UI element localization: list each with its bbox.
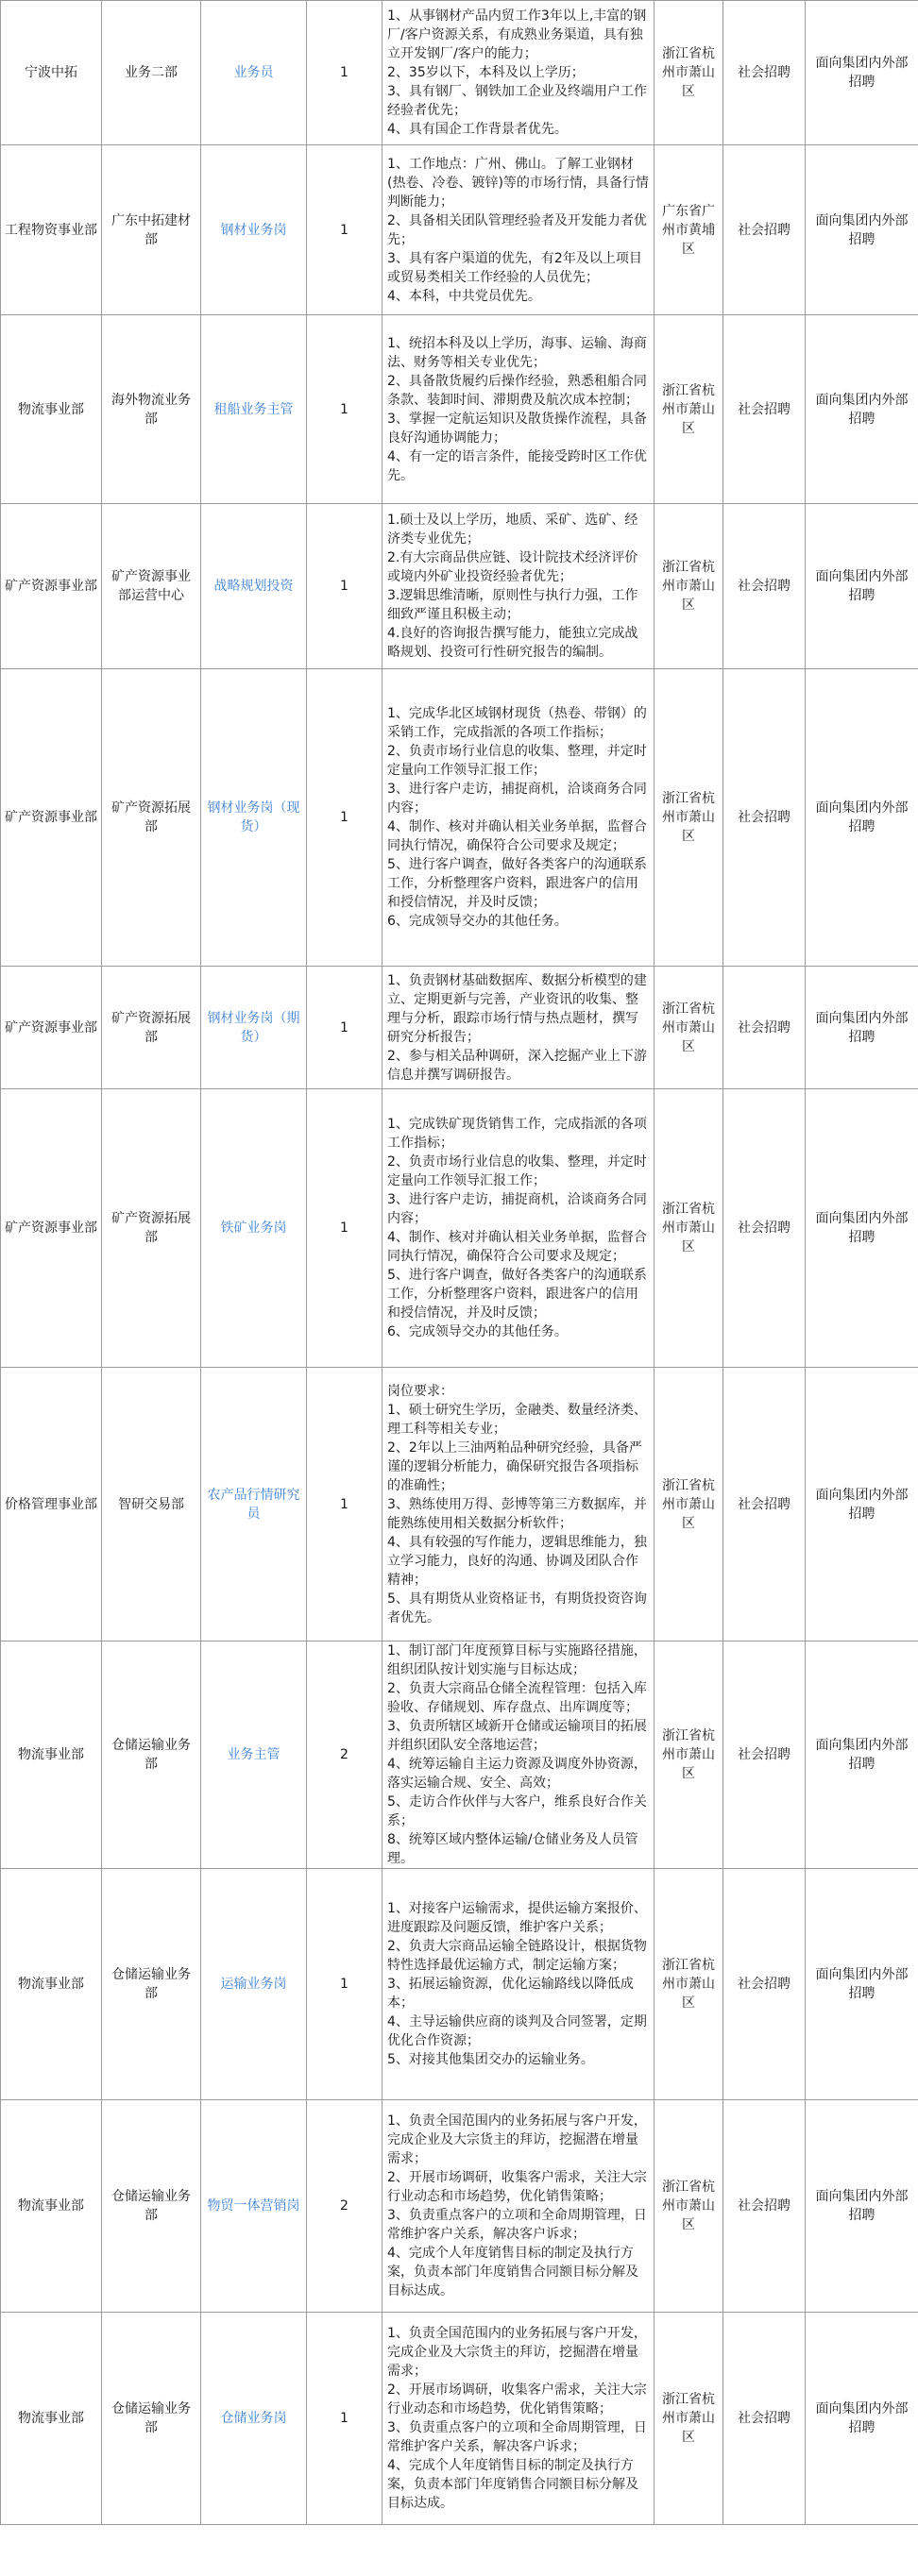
position-link[interactable] [201,145,307,315]
position-link[interactable] [201,2100,307,2313]
department-cell: 矿产资源事业部 [1,669,102,967]
department-cell: 矿产资源事业部 [1,1089,102,1368]
table-row [1,967,918,1089]
headcount-cell: 1 [307,669,382,967]
position-label[interactable]: 战略规划投资 [213,579,294,594]
department-cell: 物流事业部 [1,2100,102,2313]
position-link[interactable] [201,1,307,145]
position-label[interactable]: 业务员 [233,65,274,80]
duty-cell: 1、对接客户运输需求，提供运输方案报价、进度跟踪及问题反馈，维护客户关系； 2、负责大宗商品运输全链路设计，根据货物特性选择最优运输方式，制定运输方案； 3、拓展运输资源，优化运输路线以降低成本； 4、主导运输供应商的谈判及合同签署，定期优化合作资源； 5、对接其他集团交办的运输业务。 [382,1869,654,2100]
headcount-cell: 1 [307,315,382,504]
table-row [1,1,918,145]
department-cell: 物流事业部 [1,1642,102,1869]
headcount-cell: 1 [307,1089,382,1368]
position-link[interactable] [201,1642,307,1869]
recruit-scope-cell: 面向集团内外部招聘 [806,669,918,967]
unit-cell: 智研交易部 [102,1368,201,1642]
headcount-cell: 1 [307,1,382,145]
duty-cell: 1、负责全国范围内的业务拓展与客户开发，完成企业及大宗货主的拜访，挖掘潜在增量需求； 2、开展市场调研，收集客户需求，关注大宗行业动态和市场趋势，优化销售策略； 3、负责重点客户的立项和全命周期管理，日常维护客户关系，解决客户诉求； 4、完成个人年度销售目标的制定及执行方案，负责本部门年度销售合同额目标分解及目标达成。 [382,2100,654,2313]
recruit-scope-cell: 面向集团内外部招聘 [806,145,918,315]
location-cell: 广东省广州市黄埔区 [654,145,723,315]
location-cell: 浙江省杭州市萧山区 [654,1642,723,1869]
unit-cell: 仓储运输业务部 [102,2313,201,2525]
location-cell: 浙江省杭州市萧山区 [654,504,723,669]
position-link[interactable] [201,1368,307,1642]
duty-cell: 1、工作地点：广州、佛山。了解工业钢材(热卷、冷卷、镀锌)等的市场行情，具备行情判断能力； 2、具备相关团队管理经验者及开发能力者优先； 3、具有客户渠道的优先，有2年及以上项目或贸易类相关工作经验的人员优先； 4、本科，中共党员优先。 [382,145,654,315]
table-row [1,2313,918,2525]
recruit-type-cell: 社会招聘 [723,504,806,669]
recruit-type-cell: 社会招聘 [723,669,806,967]
headcount-cell: 1 [307,145,382,315]
headcount-cell: 1 [307,967,382,1089]
position-label[interactable]: 铁矿业务岗 [220,1221,287,1236]
duty-cell: 岗位要求： 1、硕士研究生学历，金融类、数量经济类、理工科等相关专业； 2、2年以上三油两粕品种研究经验，具备严谨的逻辑分析能力，确保研究报告各项指标的准确性； 3、熟练使用万得、彭博等第三方数据库，并能熟练使用相关数据分析软件； 4、具有较强的写作能力，逻辑思维能力，独立学习能力，良好的沟通、协调及团队合作精神； 5、具有期货从业资格证书，有期货投资咨询者优先。 [382,1368,654,1642]
position-label[interactable]: 钢材业务岗（现货） [207,800,300,834]
position-link[interactable] [201,669,307,967]
recruit-type-cell: 社会招聘 [723,315,806,504]
position-label[interactable]: 业务主管 [227,1747,280,1762]
unit-cell: 仓储运输业务部 [102,1642,201,1869]
headcount-cell: 2 [307,1642,382,1869]
table-row [1,315,918,504]
location-cell: 浙江省杭州市萧山区 [654,1089,723,1368]
recruit-type-cell: 社会招聘 [723,1,806,145]
position-link[interactable] [201,2313,307,2525]
headcount-cell: 1 [307,1869,382,2100]
department-cell: 矿产资源事业部 [1,504,102,669]
location-cell: 浙江省杭州市萧山区 [654,1368,723,1642]
department-cell: 物流事业部 [1,1869,102,2100]
recruit-scope-cell: 面向集团内外部招聘 [806,967,918,1089]
table-row [1,2100,918,2313]
location-cell: 浙江省杭州市萧山区 [654,2100,723,2313]
position-label[interactable]: 仓储业务岗 [220,2411,287,2426]
unit-cell: 矿产资源拓展部 [102,1089,201,1368]
table-row [1,504,918,669]
duty-cell: 1、负责全国范围内的业务拓展与客户开发，完成企业及大宗货主的拜访，挖掘潜在增量需求； 2、开展市场调研，收集客户需求，关注大宗行业动态和市场趋势，优化销售策略； 3、负责重点客户的立项和全命周期管理，日常维护客户关系，解决客户诉求； 4、完成个人年度销售目标的制定及执行方案，负责本部门年度销售合同额目标分解及目标达成。 [382,2313,654,2525]
position-label[interactable]: 运输业务岗 [220,1977,287,1992]
unit-cell: 矿产资源拓展部 [102,967,201,1089]
recruit-scope-cell: 面向集团内外部招聘 [806,1642,918,1869]
duty-cell: 1、负责钢材基础数据库、数据分析模型的建立、定期更新与完善，产业资讯的收集、整理与分析，跟踪市场行情与热点题材，撰写研究分析报告； 2、参与相关品种调研，深入挖掘产业上下游信息并撰写调研报告。 [382,967,654,1089]
department-cell: 物流事业部 [1,2313,102,2525]
position-label[interactable]: 钢材业务岗（期货） [207,1010,300,1045]
unit-cell: 海外物流业务部 [102,315,201,504]
duty-cell: 1、完成铁矿现货销售工作，完成指派的各项工作指标； 2、负责市场行业信息的收集、整理，并定时定量向工作领导汇报工作； 3、进行客户走访，捕捉商机，洽谈商务合同内容； 4、制作、核对并确认相关业务单据，监督合同执行情况，确保符合公司要求及规定； 5、进行客户调查，做好各类客户的沟通联系工作，分析整理客户资料，跟进客户的信用和授信情况，并及时反馈； 6、完成领导交办的其他任务。 [382,1089,654,1368]
recruit-type-cell: 社会招聘 [723,2313,806,2525]
unit-cell: 业务二部 [102,1,201,145]
recruit-scope-cell: 面向集团内外部招聘 [806,2313,918,2525]
unit-cell: 仓储运输业务部 [102,1869,201,2100]
recruit-type-cell: 社会招聘 [723,967,806,1089]
recruit-scope-cell: 面向集团内外部招聘 [806,1,918,145]
recruit-scope-cell: 面向集团内外部招聘 [806,1869,918,2100]
location-cell: 浙江省杭州市萧山区 [654,315,723,504]
unit-cell: 广东中拓建材部 [102,145,201,315]
department-cell: 价格管理事业部 [1,1368,102,1642]
duty-cell: 1、从事钢材产品内贸工作3年以上,丰富的钢厂/客户资源关系，有成熟业务渠道，具有独立开发钢厂/客户的能力； 2、35岁以下，本科及以上学历； 3、具有钢厂、钢铁加工企业及终端用户工作经验者优先； 4、具有国企工作背景者优先。 [382,1,654,145]
table-row [1,1869,918,2100]
position-label[interactable]: 钢材业务岗 [220,222,287,238]
position-link[interactable] [201,1089,307,1368]
location-cell: 浙江省杭州市萧山区 [654,967,723,1089]
duty-cell: 1、制订部门年度预算目标与实施路径措施，组织团队按计划实施与目标达成； 2、负责大宗商品仓储全流程管理：包括入库验收、存储规划、库存盘点、出库调度等； 3、负责所辖区域新开仓储或运输项目的拓展并组织团队安全落地运营； 4、统筹运输自主运力资源及调度外协资源，落实运输合规、安全、高效； 5、走访合作伙伴与大客户，维系良好合作关系； 8、统筹区域内整体运输/仓储业务及人员管理。 [382,1642,654,1869]
department-cell: 物流事业部 [1,315,102,504]
recruit-scope-cell: 面向集团内外部招聘 [806,315,918,504]
position-label[interactable]: 农产品行情研究员 [207,1487,300,1522]
recruit-scope-cell: 面向集团内外部招聘 [806,2100,918,2313]
unit-cell: 矿产资源事业部运营中心 [102,504,201,669]
duty-cell: 1、完成华北区域钢材现货（热卷、带钢）的采销工作，完成指派的各项工作指标； 2、负责市场行业信息的收集、整理，并定时定量向工作领导汇报工作； 3、进行客户走访，捕捉商机，洽谈商务合同内容； 4、制作、核对并确认相关业务单据，监督合同执行情况，确保符合公司要求及规定； 5、进行客户调查，做好各类客户的沟通联系工作，分析整理客户资料，跟进客户的信用和授信情况，并及时反馈； 6、完成领导交办的其他任务。 [382,669,654,967]
recruit-scope-cell: 面向集团内外部招聘 [806,504,918,669]
location-cell: 浙江省杭州市萧山区 [654,2313,723,2525]
recruit-type-cell: 社会招聘 [723,1368,806,1642]
recruit-type-cell: 社会招聘 [723,1869,806,2100]
position-link[interactable] [201,1869,307,2100]
position-link[interactable] [201,504,307,669]
position-label[interactable]: 物贸一体营销岗 [207,2198,300,2214]
headcount-cell: 1 [307,1368,382,1642]
table-row [1,669,918,967]
location-cell: 浙江省杭州市萧山区 [654,1869,723,2100]
position-link[interactable] [201,967,307,1089]
department-cell: 矿产资源事业部 [1,967,102,1089]
headcount-cell: 2 [307,2100,382,2313]
recruit-type-cell: 社会招聘 [723,2100,806,2313]
recruit-scope-cell: 面向集团内外部招聘 [806,1089,918,1368]
table-row [1,1089,918,1368]
position-label[interactable]: 租船业务主管 [213,401,294,417]
position-link[interactable] [201,315,307,504]
table-row [1,1368,918,1642]
headcount-cell: 1 [307,2313,382,2525]
location-cell: 浙江省杭州市萧山区 [654,1,723,145]
recruit-type-cell: 社会招聘 [723,1642,806,1869]
unit-cell: 矿产资源拓展部 [102,669,201,967]
headcount-cell: 1 [307,504,382,669]
recruit-type-cell: 社会招聘 [723,1089,806,1368]
unit-cell: 仓储运输业务部 [102,2100,201,2313]
department-cell: 工程物资事业部 [1,145,102,315]
recruit-type-cell: 社会招聘 [723,145,806,315]
recruit-scope-cell: 面向集团内外部招聘 [806,1368,918,1642]
table-row [1,145,918,315]
duty-cell: 1、统招本科及以上学历，海事、运输、海商法、财务等相关专业优先； 2、具备散货履约后操作经验，熟悉租船合同条款、装卸时间、滞期费及航次成本控制； 3、掌握一定航运知识及散货操作流程，具备良好沟通协调能力； 4、有一定的语言条件，能接受跨时区工作优先。 [382,315,654,504]
location-cell: 浙江省杭州市萧山区 [654,669,723,967]
department-cell: 宁波中拓 [1,1,102,145]
duty-cell: 1.硕士及以上学历，地质、采矿、选矿、经济类专业优先； 2.有大宗商品供应链、设计院技术经济评价或境内外矿业投资经验者优先； 3.逻辑思维清晰，原则性与执行力强，工作细致严谨且积极主动； 4.良好的咨询报告撰写能力，能独立完成战略规划、投资可行性研究报告的编制。 [382,504,654,669]
table-row [1,1642,918,1869]
